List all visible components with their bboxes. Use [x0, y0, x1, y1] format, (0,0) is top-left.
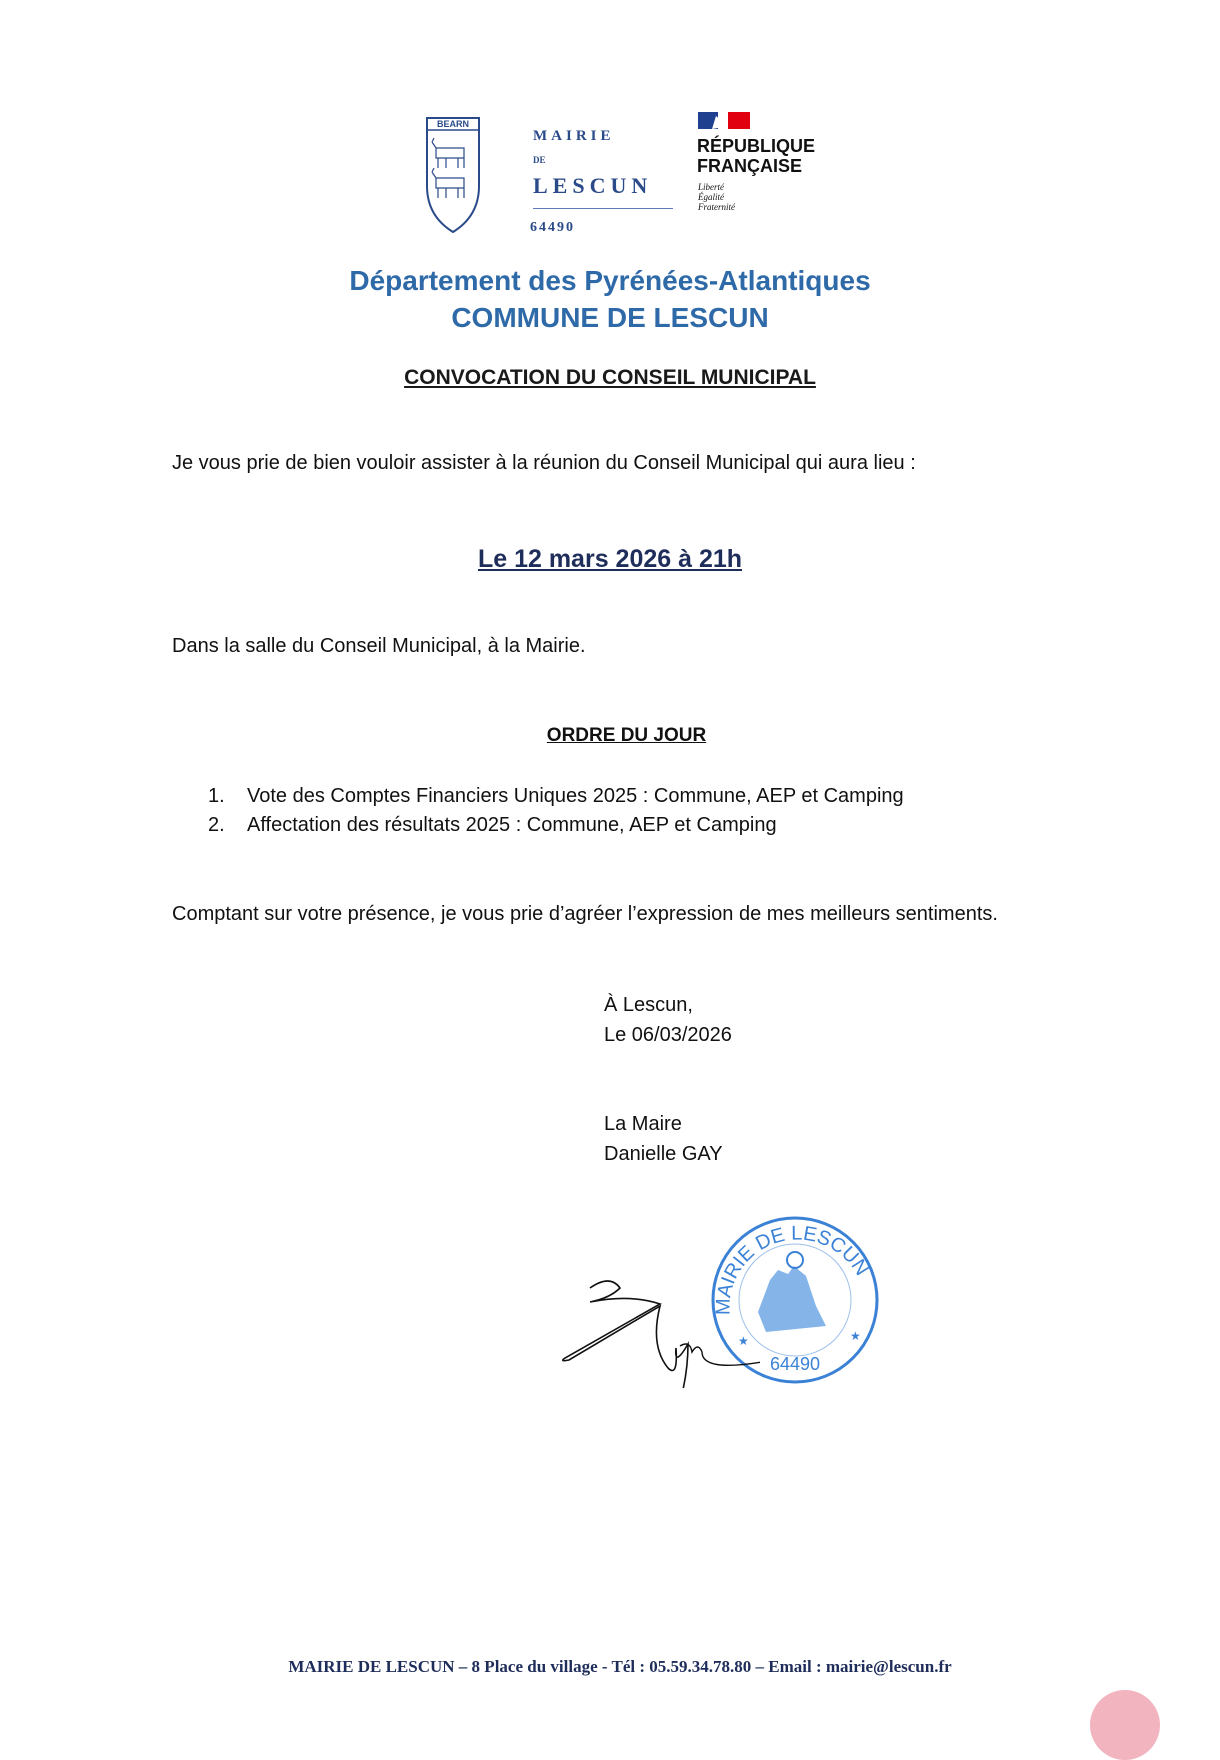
svg-text:64490: 64490	[769, 1354, 821, 1374]
pink-circle-mark	[1090, 1690, 1160, 1760]
svg-text:★: ★	[850, 1329, 861, 1343]
signer	[604, 1109, 723, 1169]
agenda-item: Affectation des résultats 2025 : Commune, AEP et Camping	[247, 814, 777, 836]
closing-text: Comptant sur votre présence, je vous prie d’agréer l’expression de mes meilleurs sentiments.	[172, 903, 998, 925]
mairie-label: MAIRIE	[533, 128, 615, 144]
marianne-flag-logo	[698, 112, 750, 129]
place: À Lescun,	[604, 994, 693, 1016]
republique-line2: FRANÇAISE	[697, 156, 803, 176]
signer-title: La Maire	[604, 1113, 682, 1135]
agenda-item-number: 2.	[208, 814, 225, 836]
svg-text:BEARN: BEARN	[436, 119, 470, 129]
department-title: Département des Pyrénées-Atlantiques	[349, 265, 871, 296]
footer-contact: MAIRIE DE LESCUN – 8 Place du village - Tél : 05.59.34.78.80 – Email : mairie@lescun.fr	[288, 1657, 952, 1676]
agenda-item: Vote des Comptes Financiers Uniques 2025 : Commune, AEP et Camping	[247, 785, 904, 807]
handwritten-signature	[560, 1268, 760, 1388]
commune-title: COMMUNE DE LESCUN	[451, 302, 769, 333]
devise	[698, 182, 735, 212]
de-label: DE	[533, 155, 546, 165]
agenda-title: ORDRE DU JOUR	[546, 725, 707, 746]
signed-date: Le 06/03/2026	[604, 1024, 732, 1046]
divider	[533, 208, 673, 209]
document-title: CONVOCATION DU CONSEIL MUNICIPAL	[404, 366, 816, 389]
agenda-item-number: 1.	[208, 785, 225, 807]
devise-egalite: Égalité	[698, 192, 724, 202]
signer-name: Danielle GAY	[604, 1143, 723, 1165]
place-date	[604, 990, 732, 1050]
devise-fraternite: Fraternité	[698, 202, 735, 212]
header-title	[0, 262, 1220, 336]
meeting-location: Dans la salle du Conseil Municipal, à la Mairie.	[172, 635, 586, 657]
republique-francaise	[697, 136, 815, 176]
devise-liberte: Liberté	[698, 182, 724, 192]
svg-text:★: ★	[738, 1334, 749, 1348]
republique-line1: RÉPUBLIQUE	[697, 136, 816, 156]
svg-text:MAIRIE DE LESCUN: MAIRIE DE LESCUN	[712, 1222, 873, 1316]
meeting-date: Le 12 mars 2026 à 21h	[477, 545, 743, 573]
intro-text: Je vous prie de bien vouloir assister à la réunion du Conseil Municipal qui aura lieu :	[172, 452, 916, 474]
commune-name: LESCUN	[533, 173, 653, 198]
bearn-shield-logo	[424, 116, 482, 234]
postal-code: 64490	[530, 220, 575, 235]
